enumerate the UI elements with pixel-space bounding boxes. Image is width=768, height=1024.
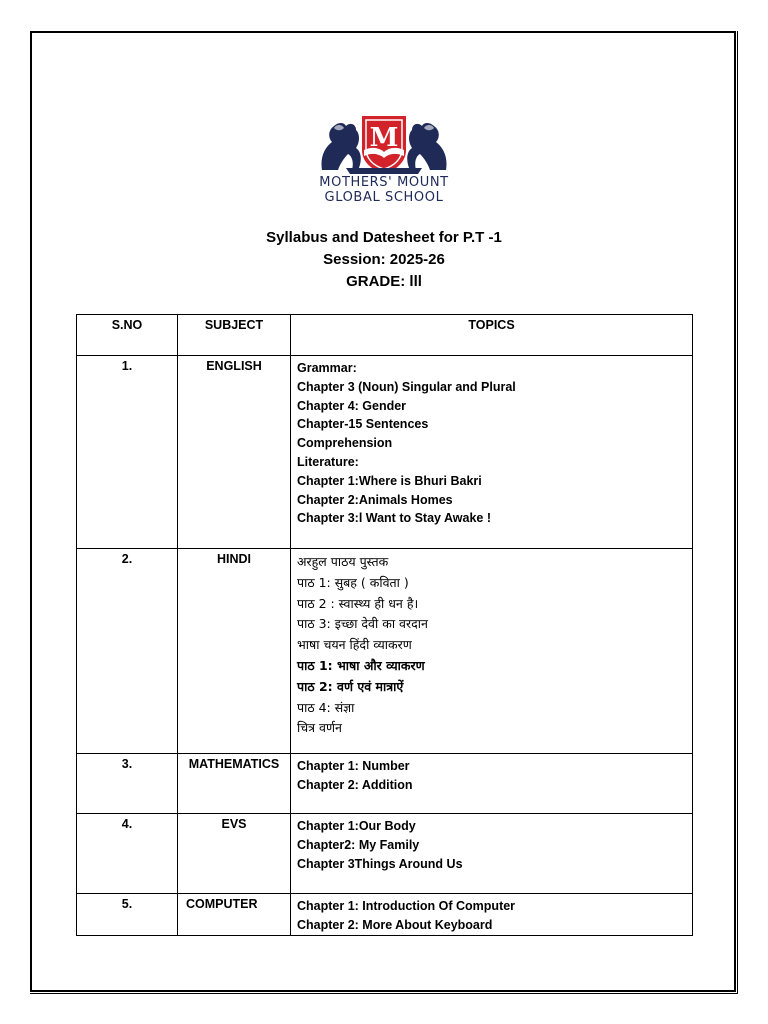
topic-item: चित्र वर्णन xyxy=(297,720,342,736)
document-title: Syllabus and Datesheet for P.T -1 xyxy=(266,229,502,246)
row-subject: COMPUTER xyxy=(178,894,291,936)
topic-item: Chapter 1:Where is Bhuri Bakri xyxy=(297,473,482,488)
topic-item: Chapter 2:Animals Homes xyxy=(297,492,453,507)
row-topics xyxy=(291,356,693,549)
logo-emblem-letter: M xyxy=(369,123,399,153)
syllabus-table xyxy=(76,314,693,936)
topic-item: Grammar: xyxy=(297,361,357,375)
table-row xyxy=(77,814,693,894)
session-label: Session: 2025-26 xyxy=(323,251,445,268)
row-topics xyxy=(291,549,693,754)
topic-item: पाठ 4: संज्ञा xyxy=(297,699,355,715)
topic-item: Chapter 3Things Around Us xyxy=(297,856,463,871)
table-row xyxy=(77,356,693,549)
topic-item: Chapter 3:l Want to Stay Awake ! xyxy=(297,511,492,526)
topic-item: Chapter 2: More About Keyboard xyxy=(297,917,493,932)
row-topics xyxy=(291,894,693,936)
topic-item: पाठ 1: भाषा और व्याकरण xyxy=(297,657,425,673)
row-sno: 4. xyxy=(77,814,178,894)
topic-item: अरहुल पाठय पुस्तक xyxy=(297,554,389,569)
row-subject: MATHEMATICS xyxy=(178,754,291,814)
logo-name-line2: GLOBAL SCHOOL xyxy=(324,190,444,205)
topic-item: पाठ 1: सुबह ( कविता ) xyxy=(297,574,409,590)
row-subject: EVS xyxy=(178,814,291,894)
topic-item: पाठ 3: इच्छा देवी का वरदान xyxy=(297,616,428,632)
topic-item: Chapter 3 (Noun) Singular and Plural xyxy=(297,379,516,394)
logo-name-line1: MOTHERS' MOUNT xyxy=(319,175,449,190)
table-row xyxy=(77,894,693,936)
row-subject: HINDI xyxy=(178,549,291,754)
topic-item: Chapter 2: Addition xyxy=(297,777,413,792)
row-topics xyxy=(291,814,693,894)
topic-item: पाठ 2: वर्ण एवं मात्राऐं xyxy=(297,678,404,694)
topic-item: Chapter 1: Introduction Of Computer xyxy=(297,899,516,913)
header-topics: TOPICS xyxy=(291,315,693,356)
row-subject: ENGLISH xyxy=(178,356,291,549)
row-sno: 2. xyxy=(77,549,178,754)
topic-item: Literature: xyxy=(297,454,359,469)
header-sno: S.NO xyxy=(77,315,178,356)
row-sno: 1. xyxy=(77,356,178,549)
topic-item: Chapter 4: Gender xyxy=(297,398,407,413)
topic-item: Chapter-15 Sentences xyxy=(297,417,429,432)
school-logo xyxy=(300,112,468,210)
topic-item: पाठ 2 : स्वास्थ्य ही धन है। xyxy=(297,595,419,611)
row-sno: 5. xyxy=(77,894,178,936)
lion-crest-icon xyxy=(316,112,452,176)
table-header-row xyxy=(77,315,693,356)
grade-label: GRADE: lll xyxy=(346,273,422,290)
table-row xyxy=(77,549,693,754)
topic-item: Chapter 1:Our Body xyxy=(297,819,416,833)
topic-item: Chapter2: My Family xyxy=(297,837,420,852)
topic-item: भाषा चयन हिंदी व्याकरण xyxy=(297,637,412,653)
row-topics xyxy=(291,754,693,814)
header-subject: SUBJECT xyxy=(178,315,291,356)
row-sno: 3. xyxy=(77,754,178,814)
topic-item: Comprehension xyxy=(297,436,393,451)
topic-item: Chapter 1: Number xyxy=(297,759,410,773)
table-row xyxy=(77,754,693,814)
